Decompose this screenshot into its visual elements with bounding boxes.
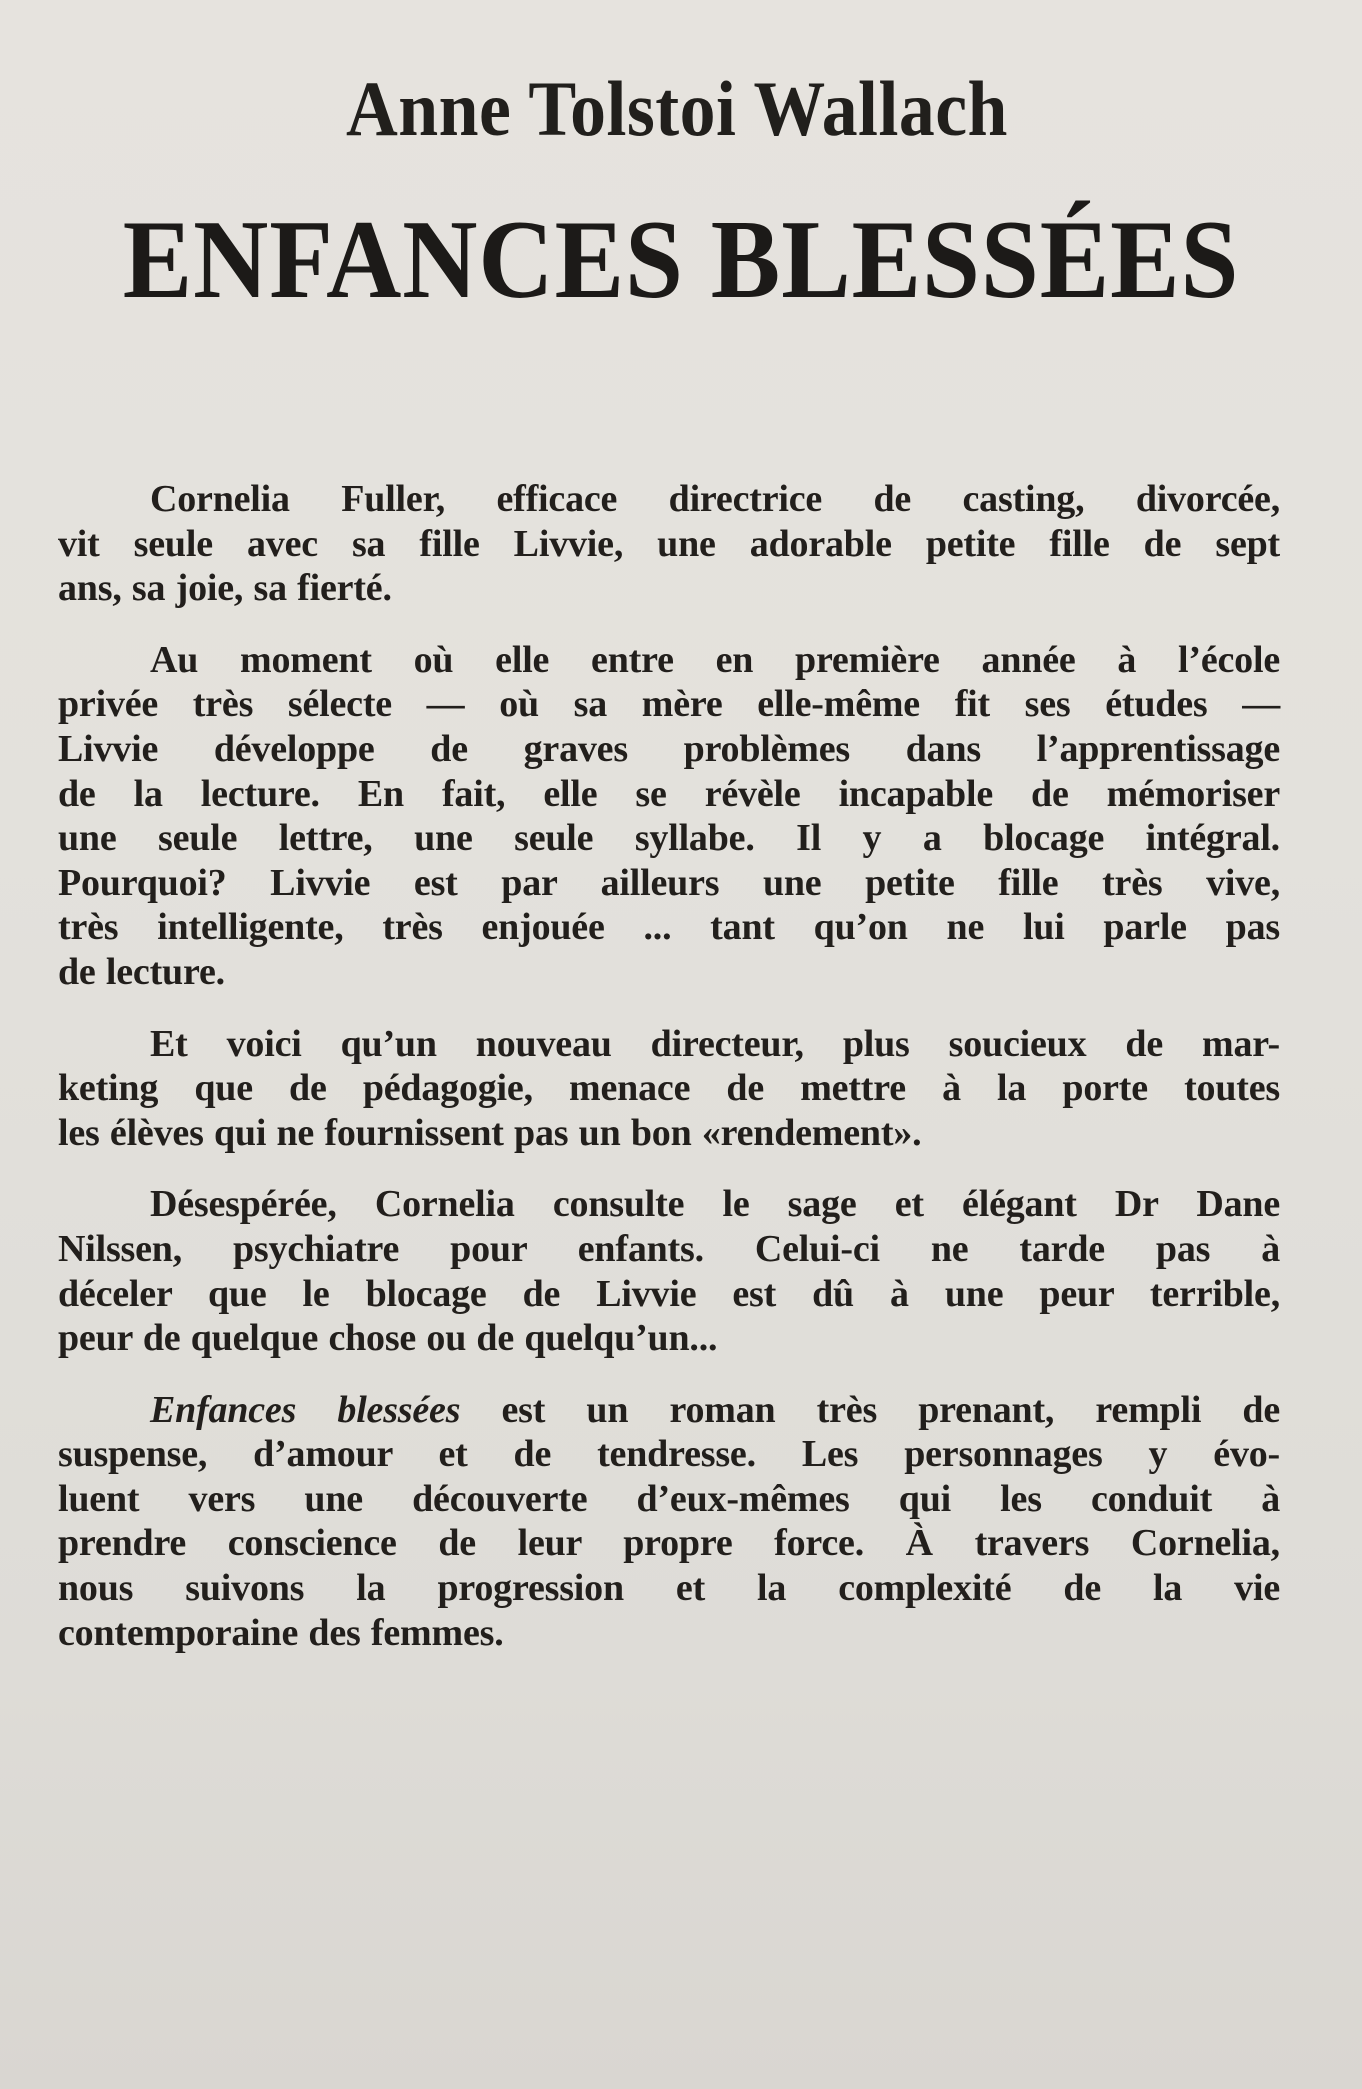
text-line: Cornelia Fuller, efficace directrice de casting, divorcée,: [150, 478, 1280, 520]
text-line: déceler que le blocage de Livvie est dû à une peur terrible,: [58, 1272, 1280, 1315]
text-line: Au moment où elle entre en première année à l’école: [150, 638, 1280, 681]
text-line: les élèves qui ne fournissent pas un bon «rendement».: [58, 1111, 922, 1154]
text-line: Nilssen, psychiatre pour enfants. Celui-ci ne tarde pas à: [58, 1227, 1280, 1270]
book-title: ENFANCES BLESSÉES: [122, 198, 1240, 322]
text-line: Livvie développe de graves problèmes dans l’apprentissage: [58, 727, 1280, 770]
blurb-paragraph: [58, 1388, 1280, 1656]
author-name: Anne Tolstoi Wallach: [345, 65, 1008, 152]
blurb-text: [58, 477, 1280, 1682]
text-line: [58, 1388, 1280, 1433]
text-line: très intelligente, très enjouée ... tant qu’on ne lui parle pas: [58, 906, 1280, 949]
text-line: contemporaine des femmes.: [58, 1611, 504, 1654]
text-line: une seule lettre, une seule syllabe. Il y a blocage intégral.: [58, 817, 1280, 860]
text-line: keting que de pédagogie, menace de mettre à la porte toutes: [58, 1067, 1280, 1110]
text-line: ans, sa joie, sa fierté.: [58, 567, 392, 610]
text-line: suspense, d’amour et de tendresse. Les personnages y évo-: [58, 1433, 1280, 1476]
text-line: de la lecture. En fait, elle se révèle incapable de mémoriser: [58, 772, 1280, 815]
blurb-paragraph: [58, 477, 1280, 611]
blurb-paragraph: [58, 1182, 1280, 1360]
text-line: Pourquoi? Livvie est par ailleurs une petite fille très vive,: [58, 861, 1280, 904]
text-line: nous suivons la progression et la complexité de la vie: [58, 1567, 1280, 1610]
text-line: vit seule avec sa fille Livvie, une adorable petite fille de sept: [58, 522, 1280, 565]
text-line: Et voici qu’un nouveau directeur, plus soucieux de mar-: [150, 1022, 1280, 1065]
italic-book-title: Enfances blessées: [150, 1388, 461, 1431]
text-fragment: est un roman très prenant, rempli de: [460, 1388, 1280, 1431]
text-line: peur de quelque chose ou de quelqu’un...: [58, 1317, 718, 1360]
text-line: de lecture.: [58, 950, 225, 993]
blurb-paragraph: [58, 1022, 1280, 1156]
text-line: prendre conscience de leur propre force. À travers Cornelia,: [58, 1522, 1280, 1565]
text-line: Désespérée, Cornelia consulte le sage et élégant Dr Dane: [150, 1183, 1280, 1226]
text-line: privée très sélecte — où sa mère elle-même fit ses études —: [58, 683, 1280, 726]
text-line: luent vers une découverte d’eux-mêmes qui les conduit à: [58, 1477, 1280, 1520]
blurb-paragraph: [58, 638, 1280, 995]
